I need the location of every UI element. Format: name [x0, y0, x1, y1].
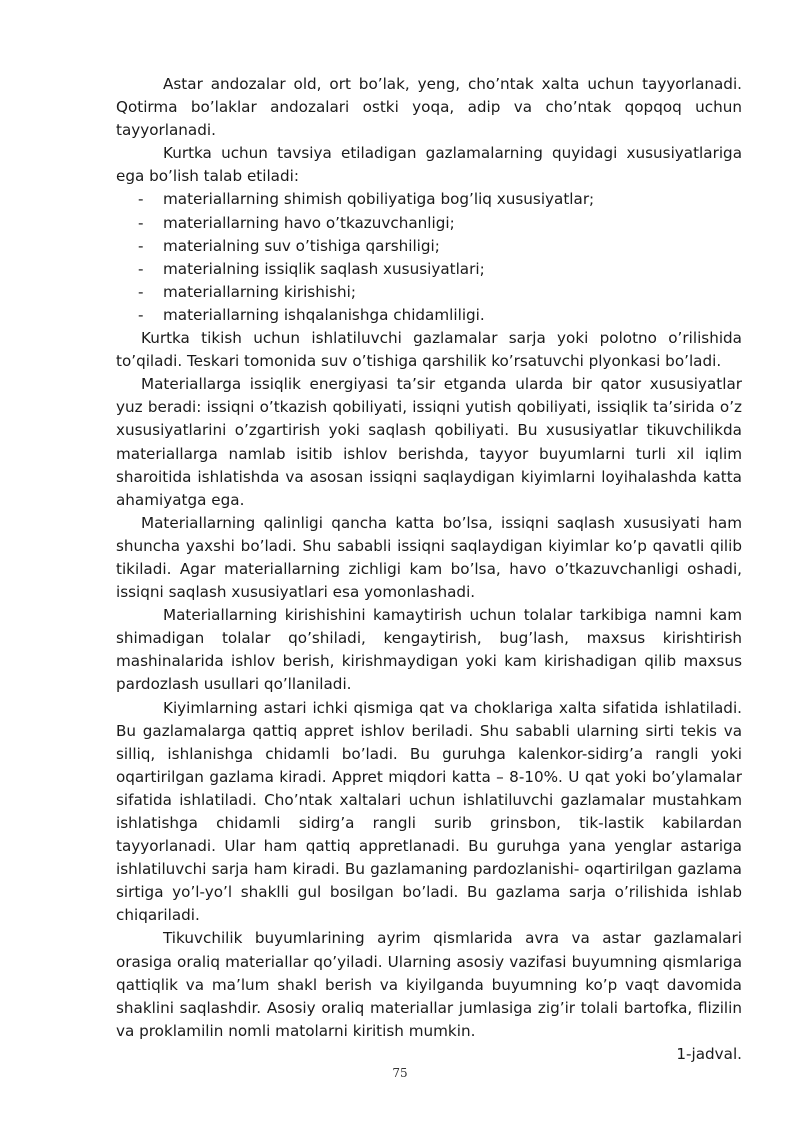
list-dash: -	[138, 190, 144, 209]
list-dash: -	[138, 236, 144, 255]
paragraph-jacket-weave: Kurtka tikish uchun ishlatiluvchi gazlamalar sarja yoki polotno o’rilishida to’qiladi. Teskari tomonida suv o’tishiga qarshilik ko’rsatuvchi plyonkasi bo’ladi.	[116, 329, 742, 371]
page-number: 75	[392, 1066, 408, 1080]
list-dash: -	[138, 282, 144, 301]
paragraph-lining-fabrics: Kiyimlarning astari ichki qismiga qat va choklariga xalta sifatida ishlatiladi. Bu gazlamalarga qattiq appret ishlov beriladi. Shu sababli ularning sirti tekis va silliq, ishlanishga chidamli bo’ladi. Bu guruhga kalenkor-sidirg’a rangli yoki oqartirilgan gazlama kiradi. Appret miqdori katta – 8-10%. U qat yoki bo’ylamalar sifatida ishlatiladi. Cho’ntak xaltalari uchun ishlatiluvchi gazlamalar mustahkam ishlatishga chidamli sidirg’a rangli surib grinsbon, tik-lastik kabilardan tayyorlanadi. Ular ham qattiq appretlanadi. Bu guruhga yana yenglar astariga ishlatiluvchi sarja ham kiradi. Bu gazlamaning pardozlanishi- oqartirilgan gazlama sirtiga yo’l-yo’l shaklli gul bosilgan bo’ladi. Bu gazlama sarja o’rilishida ishlab chiqariladi.	[116, 698, 742, 925]
list-item-text: materiallarning shimish qobiliyatiga bog’liq xususiyatlar;	[163, 190, 595, 209]
list-item-text: materiallarning ishqalanishga chidamliligi.	[163, 305, 485, 324]
paragraph-thermal-properties: Materiallarga issiqlik energiyasi ta’sir etganda ularda bir qator xususiyatlar yuz beradi: issiqni o’tkazish qobiliyati, issiqni yutish qobiliyati, issiqlik ta’sirida o’z xususiyatlarini o’zgartirish yoki saqlash qobiliyati. Bu xususiyatlar tikuvchilikda materiallarga namlab isitib ishlov berishda, tayyor buyumlarni turli xil iqlim sharoitida ishlatishda va asosan issiqni saqlaydigan kiyimlarni loyihalashda katta ahamiyatga ega.	[116, 375, 742, 509]
list-item-text: materiallarning havo o’tkazuvchanligi;	[163, 213, 455, 232]
list-item	[116, 281, 742, 304]
list-item	[116, 304, 742, 327]
paragraph-jacket-fabric-requirements: Kurtka uchun tavsiya etiladigan gazlamalarning quyidagi xususiyatlariga ega bo’lish talab etiladi:	[116, 144, 742, 186]
table-caption: 1-jadval.	[676, 1044, 742, 1063]
list-item	[116, 212, 742, 235]
paragraph-interlining: Tikuvchilik buyumlarining ayrim qismlarida avra va astar gazlamalari orasiga oraliq materiallar qo’yiladi. Ularning asosiy vazifasi buyumning qismlariga qattiqlik va ma’lum shakl berish va kiyilganda buyumning ko’p vaqt davomida shaklini saqlashdir. Asosiy oraliq materiallar jumlasiga zig’ir tolali bartofka, flizilin va proklamilin nomli matolarni kiritish mumkin.	[116, 929, 742, 1040]
list-item	[116, 188, 742, 211]
list-dash: -	[138, 305, 144, 324]
list-dash: -	[138, 213, 144, 232]
requirements-list	[116, 188, 742, 327]
list-item	[116, 235, 742, 258]
list-dash: -	[138, 259, 144, 278]
page-body	[116, 73, 742, 1066]
list-item-text: materialning issiqlik saqlash xususiyatlari;	[163, 259, 485, 278]
list-item-text: materiallarning kirishishi;	[163, 282, 356, 301]
paragraph-shrinkage: Materiallarning kirishishini kamaytirish uchun tolalar tarkibiga namni kam shimadigan tolalar qo’shiladi, kengaytirish, bug’lash, maxsus kirishtirish mashinalarida ishlov berish, kirishmaydigan yoki kam kirishadigan qilib maxsus pardozlash usullari qo’llaniladi.	[116, 606, 742, 694]
paragraph-lining-patterns: Astar andozalar old, ort bo’lak, yeng, cho’ntak xalta uchun tayyorlanadi. Qotirma bo’laklar andozalari ostki yoqa, adip va cho’ntak qopqoq uchun tayyorlanadi.	[116, 75, 742, 140]
paragraph-thickness: Materiallarning qalinligi qancha katta bo’lsa, issiqni saqlash xususiyati ham shuncha yaxshi bo’ladi. Shu sababli issiqni saqlaydigan kiyimlar ko’p qavatli qilib tikiladi. Agar materiallarning zichligi kam bo’lsa, havo o’tkazuvchanligi oshadi, issiqni saqlash xususiyatlari esa yomonlashadi.	[116, 513, 742, 602]
list-item-text: materialning suv o’tishiga qarshiligi;	[163, 236, 440, 255]
list-item	[116, 258, 742, 281]
